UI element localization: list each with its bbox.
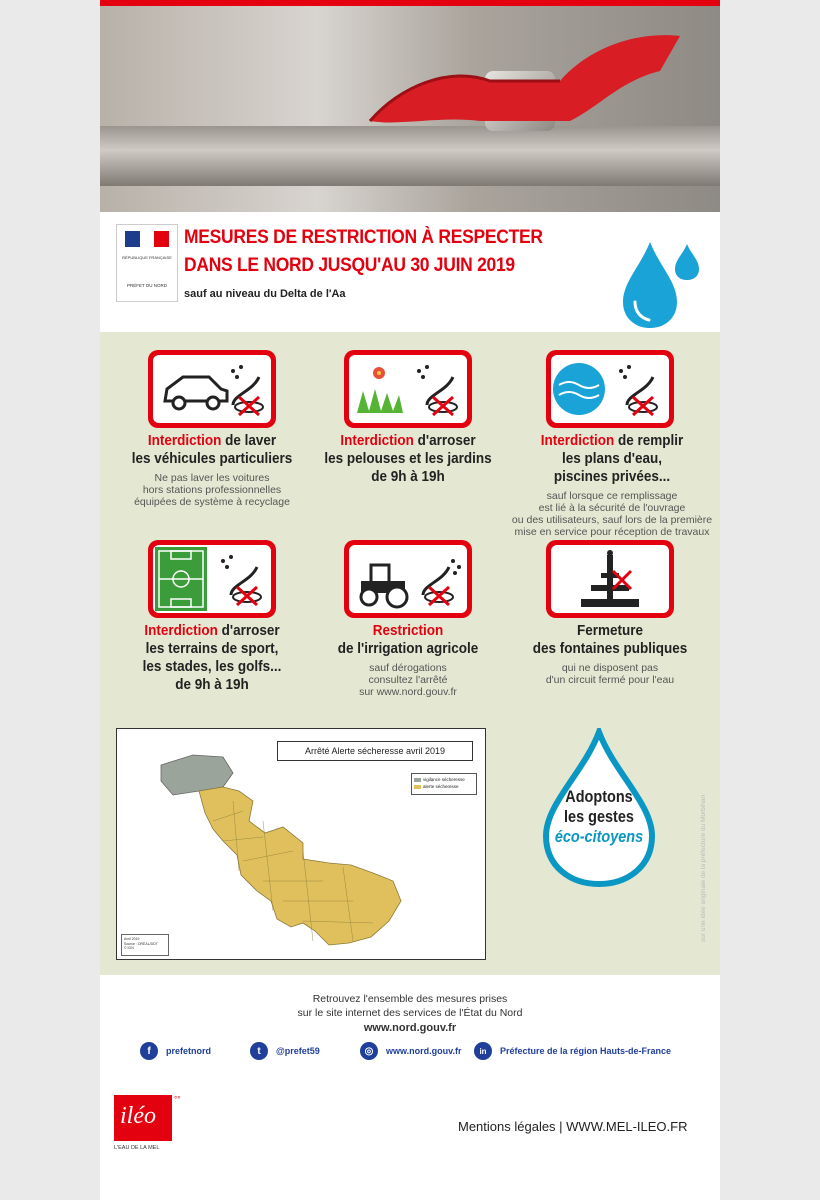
twitter-icon: t [250, 1042, 268, 1060]
social-facebook[interactable]: f prefetnord [140, 1042, 211, 1060]
measure-note: Ne pas laver les voitures hors stations professionnelles équipées de système à recyclage [134, 472, 290, 508]
footer-url[interactable]: www.nord.gouv.fr [363, 1022, 457, 1034]
tractor-restriction-icon [344, 540, 472, 618]
title-header [100, 212, 720, 332]
measure-irrigation: Restriction de l'irrigation agricole sauf dérogations consultez l'arrêté sur www.nord.gouv.fr [308, 622, 508, 698]
infographic-page [100, 0, 720, 1200]
footer [100, 975, 720, 1200]
measure-car-wash: Interdiction de laver les véhicules particuliers Ne pas laver les voitures hors stations professionnelles équipées de système à recyclage [112, 432, 312, 508]
legal-links[interactable]: Mentions légales | WWW.MEL-ILEO.FR [458, 1119, 688, 1134]
measure-pool: Interdiction de remplir les plans d'eau, piscines privées... sauf lorsque ce remplissage est lié à la sécurité de l'ouvrage ou des utilisateurs, sauf lors de la première mise en service pour réception de travaux [504, 432, 720, 538]
measure-note: sauf dérogations consultez l'arrêté sur www.nord.gouv.fr [359, 662, 457, 698]
footer-line2: sur le site internet des services de l'État du Nord [297, 1007, 523, 1019]
map-source: Avril 2019 Source : DREAL/DDT © IGN [121, 934, 169, 956]
red-valve-handle-icon [360, 26, 690, 136]
map-title: Arrêté Alerte sécheresse avril 2019 [277, 741, 473, 761]
measure-note: sauf lorsque ce remplissage est lié à la sécurité de l'ouvrage ou des utilisateurs, sauf lors de la première mise en service pour réception de travaux [511, 490, 713, 538]
social-linkedin[interactable]: in Préfecture de la région Hauts-de-France [474, 1042, 671, 1060]
globe-icon: ◎ [360, 1042, 378, 1060]
prefecture-logo [116, 224, 178, 302]
fountain-closure-icon [546, 540, 674, 618]
water-drops-icon [615, 232, 705, 332]
hero-photo-valve [100, 6, 720, 212]
legend-swatch-vigilance [414, 778, 421, 782]
measure-fountains: Fermeture des fontaines publiques qui ne disposent pas d'un circuit fermé pour l'eau [510, 622, 710, 686]
garden-watering-ban-icon [344, 350, 472, 428]
republique-label: RÉPUBLIQUE FRANÇAISE [122, 255, 172, 260]
page-title: MESURES DE RESTRICTION À RESPECTER DANS LE NORD JUSQU'AU 30 JUIN 2019 [184, 227, 543, 276]
footer-line1: Retrouvez l'ensemble des mesures prises [312, 993, 508, 1005]
measure-garden: Interdiction d'arroser les pelouses et les jardins de 9h à 19h [324, 432, 492, 485]
nord-department-map [153, 751, 413, 951]
eco-message: Adoptons les gestes éco-citoyens [554, 787, 644, 846]
social-website[interactable]: ◎ www.nord.gouv.fr [360, 1042, 462, 1060]
legend-swatch-alerte [414, 785, 421, 789]
linkedin-icon: in [474, 1042, 492, 1060]
stadium-watering-ban-icon [148, 540, 276, 618]
page-subtitle: sauf au niveau du Delta de l'Aa [184, 288, 346, 300]
prefet-label: PRÉFET DU NORD [127, 283, 167, 288]
car-wash-ban-icon [148, 350, 276, 428]
pool-fill-ban-icon [546, 350, 674, 428]
facebook-icon: f [140, 1042, 158, 1060]
measures-section [100, 332, 720, 975]
measure-stadium: Interdiction d'arroser les terrains de sport, les stades, les golfs... de 9h à 19h [142, 622, 282, 693]
drought-map [116, 728, 486, 960]
map-legend: vigilance sécheresse alerte sécheresse [411, 773, 477, 795]
measure-note: qui ne disposent pas d'un circuit fermé pour l'eau [545, 662, 675, 686]
ileo-logo[interactable]: iléo °° L'EAU DE LA MEL [114, 1095, 181, 1151]
credit-text: sur une idée originale de la préfecture du Morbihan [700, 794, 707, 942]
social-twitter[interactable]: t @prefet59 [250, 1042, 320, 1060]
